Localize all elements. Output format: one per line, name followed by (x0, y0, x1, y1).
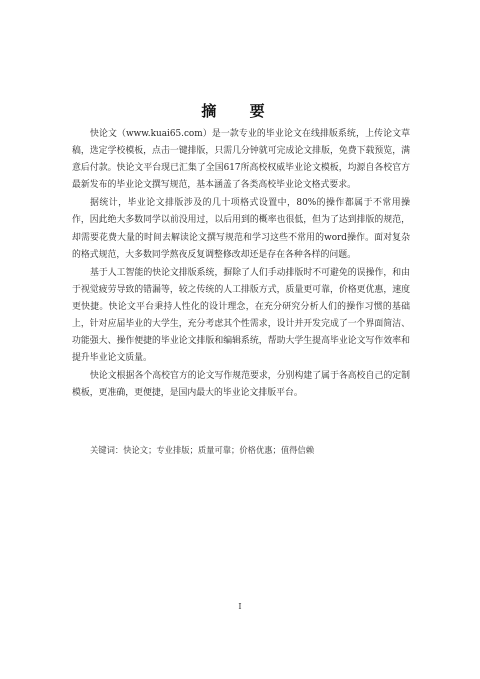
abstract-paragraph-1: 快论文（www.kuai65.com）是一款专业的毕业论文在线排版系统，上传论文草稿，选定学校模板，点击一键排版，只需几分钟就可完成论文排版，免费下载预览，满意后付款。快论文平台现已汇集了全国617所高校权威毕业论文模板，均源自各校官方最新发布的毕业论文撰写规范，基本涵盖了各类高校毕业论文格式要求。 (72, 129, 410, 191)
abstract-paragraph-3: 基于人工智能的快论文排版系统，摒除了人们手动排版时不可避免的误操作，和由于视觉疲劳导致的错漏等，较之传统的人工排版方式，质量更可靠，价格更优惠，速度更快捷。快论文平台秉持人性化的设计理念，在充分研究分析人们的操作习惯的基础上，针对应届毕业的大学生，充分考虑其个性需求，设计并开发完成了一个界面简洁、功能强大、操作便捷的毕业论文排版和编辑系统，帮助大学生提高毕业论文写作效率和提升毕业论文质量。 (72, 267, 410, 364)
page-number: I (238, 602, 242, 611)
abstract-paragraph-4: 快论文根据各个高校官方的论文写作规范要求，分别构建了属于各高校自己的定制模板，更准确，更便捷，是国内最大的毕业论文排版平台。 (72, 371, 410, 399)
keywords-line: 关键词：快论文；专业排版；质量可靠；价格优惠；值得信赖 (90, 445, 315, 455)
abstract-paragraph-2: 据统计，毕业论文排版涉及的几十项格式设置中，80%的操作都属于不常用操作，因此绝大多数同学以前没用过，以后用到的概率也很低，但为了达到排版的规范，却需要花费大量的时间去解读论文撰写规范和学习这些不常用的word操作。面对复杂的格式规范，大多数同学熬夜反复调整修改却还是存在各种各样的问题。 (72, 198, 410, 260)
abstract-body (72, 126, 410, 404)
abstract-title: 摘 要 (201, 102, 279, 120)
